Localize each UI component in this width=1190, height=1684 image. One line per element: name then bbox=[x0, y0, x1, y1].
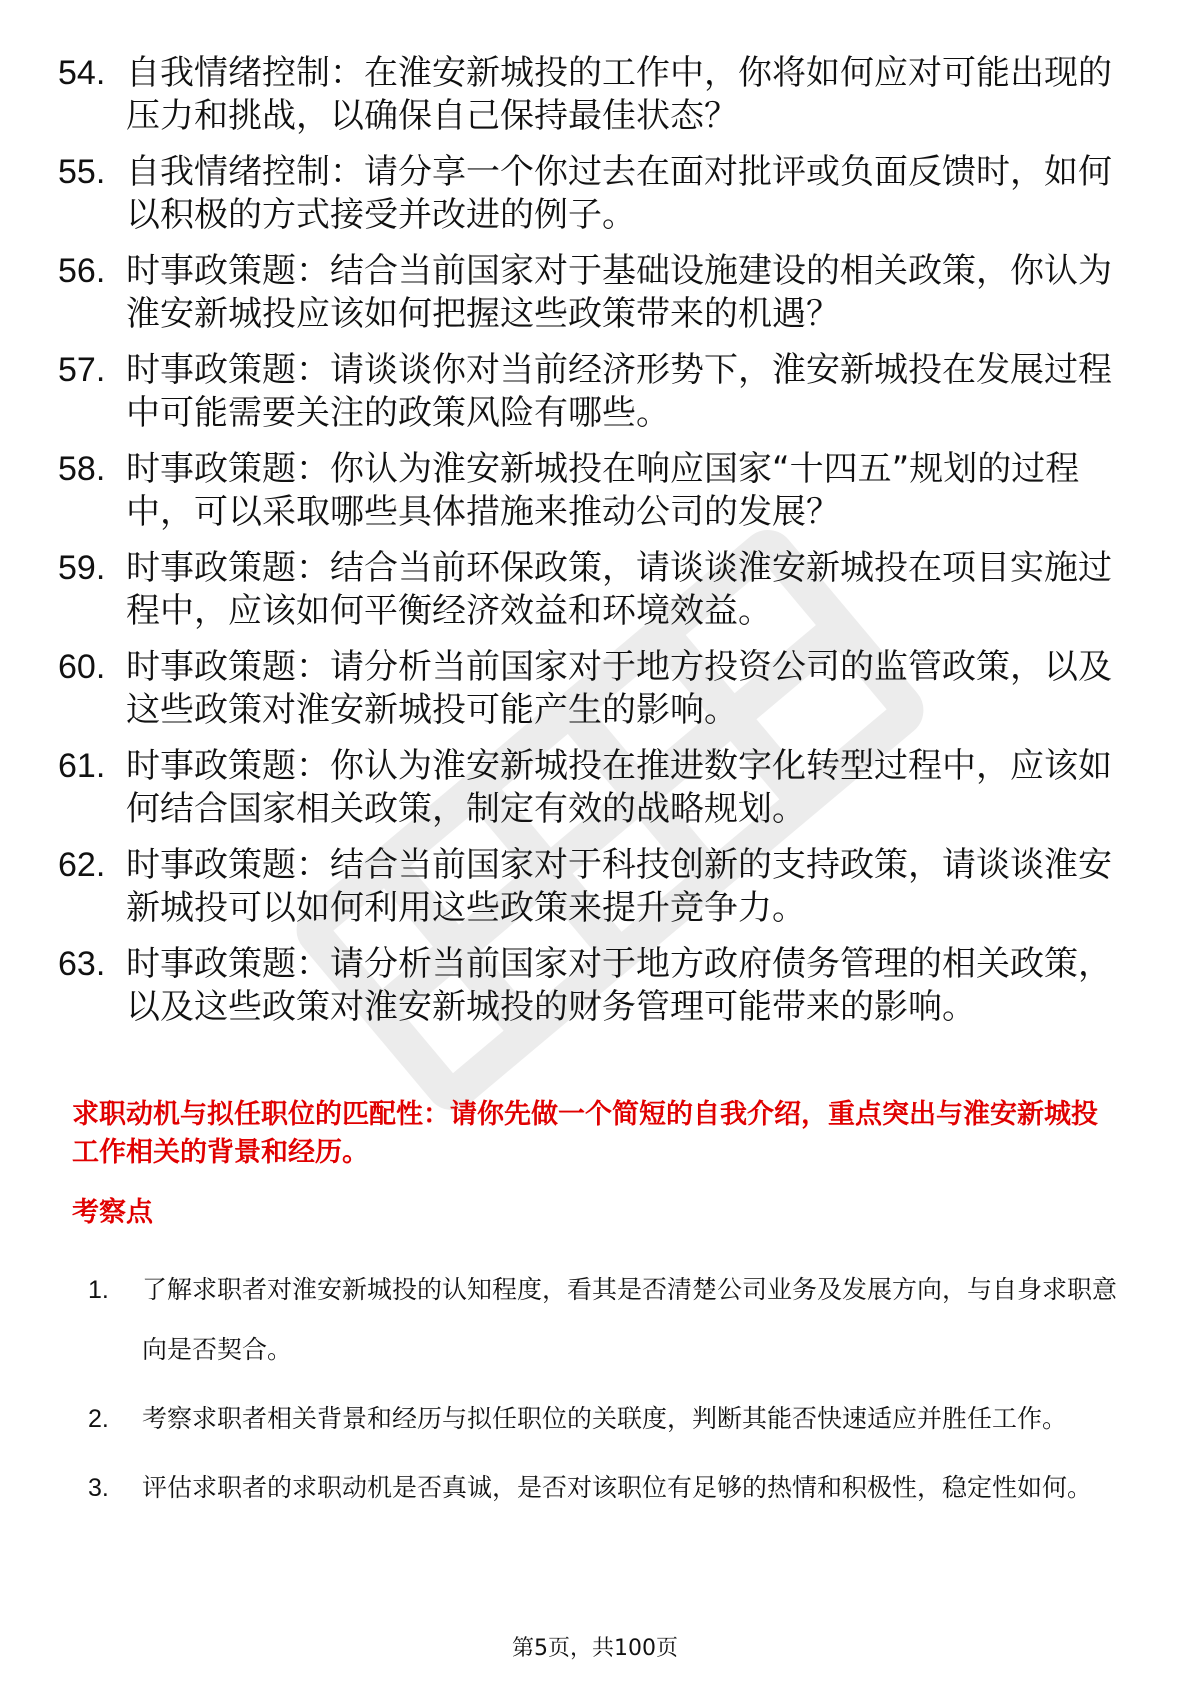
question-number: 61. bbox=[58, 747, 106, 785]
question-item bbox=[58, 745, 1118, 831]
question-number: 62. bbox=[58, 846, 106, 884]
question-text: 时事政策题：结合当前国家对于科技创新的支持政策，请谈谈淮安新城投可以如何利用这些政策来提升竞争力。 bbox=[126, 845, 1112, 928]
question-text: 自我情绪控制：在淮安新城投的工作中，你将如何应对可能出现的压力和挑战，以确保自己保持最佳状态？ bbox=[126, 53, 1112, 136]
question-item bbox=[58, 844, 1118, 930]
question-item bbox=[58, 448, 1118, 534]
point-text: 评估求职者的求职动机是否真诚，是否对该职位有足够的热情和积极性，稳定性如何。 bbox=[142, 1473, 1093, 1502]
question-text: 自我情绪控制：请分享一个你过去在面对批评或负面反馈时，如何以积极的方式接受并改进的例子。 bbox=[126, 152, 1112, 235]
question-number: 55. bbox=[58, 153, 106, 191]
question-item bbox=[58, 151, 1118, 237]
question-text: 时事政策题：结合当前环保政策，请谈谈淮安新城投在项目实施过程中，应该如何平衡经济效益和环境效益。 bbox=[126, 548, 1112, 631]
question-text: 时事政策题：请分析当前国家对于地方政府债务管理的相关政策，以及这些政策对淮安新城投的财务管理可能带来的影响。 bbox=[126, 944, 1112, 1027]
question-text: 时事政策题：结合当前国家对于基础设施建设的相关政策，你认为淮安新城投应该如何把握这些政策带来的机遇？ bbox=[126, 251, 1112, 334]
assessment-point-list bbox=[72, 1260, 1122, 1527]
point-number: 2. bbox=[88, 1405, 109, 1433]
question-text: 时事政策题：请谈谈你对当前经济形势下，淮安新城投在发展过程中可能需要关注的政策风险有哪些。 bbox=[126, 350, 1112, 433]
assessment-point bbox=[72, 1260, 1122, 1380]
point-number: 3. bbox=[88, 1474, 109, 1502]
question-number: 54. bbox=[58, 54, 106, 92]
question-item bbox=[58, 646, 1118, 732]
question-number: 58. bbox=[58, 450, 106, 488]
question-number: 57. bbox=[58, 351, 106, 389]
point-text: 考察求职者相关背景和经历与拟任职位的关联度，判断其能否快速适应并胜任工作。 bbox=[142, 1404, 1068, 1433]
assessment-point bbox=[72, 1389, 1122, 1449]
question-item bbox=[58, 349, 1118, 435]
section-title: 考察点 bbox=[72, 1197, 153, 1228]
question-item bbox=[58, 943, 1118, 1029]
point-text: 了解求职者对淮安新城投的认知程度，看其是否清楚公司业务及发展方向，与自身求职意向是否契合。 bbox=[142, 1275, 1118, 1364]
point-number: 1. bbox=[88, 1276, 109, 1304]
question-number: 60. bbox=[58, 648, 106, 686]
assessment-point bbox=[72, 1458, 1122, 1518]
question-item bbox=[58, 250, 1118, 336]
question-list bbox=[58, 52, 1118, 1042]
page-footer: 第5页，共100页 bbox=[512, 1636, 678, 1661]
question-item bbox=[58, 547, 1118, 633]
question-text: 时事政策题：你认为淮安新城投在推进数字化转型过程中，应该如何结合国家相关政策，制定有效的战略规划。 bbox=[126, 746, 1112, 829]
question-item bbox=[58, 52, 1118, 138]
question-number: 56. bbox=[58, 252, 106, 290]
question-text: 时事政策题：请分析当前国家对于地方投资公司的监管政策，以及这些政策对淮安新城投可能产生的影响。 bbox=[126, 647, 1112, 730]
question-text: 时事政策题：你认为淮安新城投在响应国家“十四五”规划的过程中，可以采取哪些具体措施来推动公司的发展？ bbox=[126, 449, 1080, 532]
question-number: 63. bbox=[58, 945, 106, 983]
question-number: 59. bbox=[58, 549, 106, 587]
highlight-question: 求职动机与拟任职位的匹配性：请你先做一个简短的自我介绍，重点突出与淮安新城投工作相关的背景和经历。 bbox=[72, 1099, 1098, 1168]
